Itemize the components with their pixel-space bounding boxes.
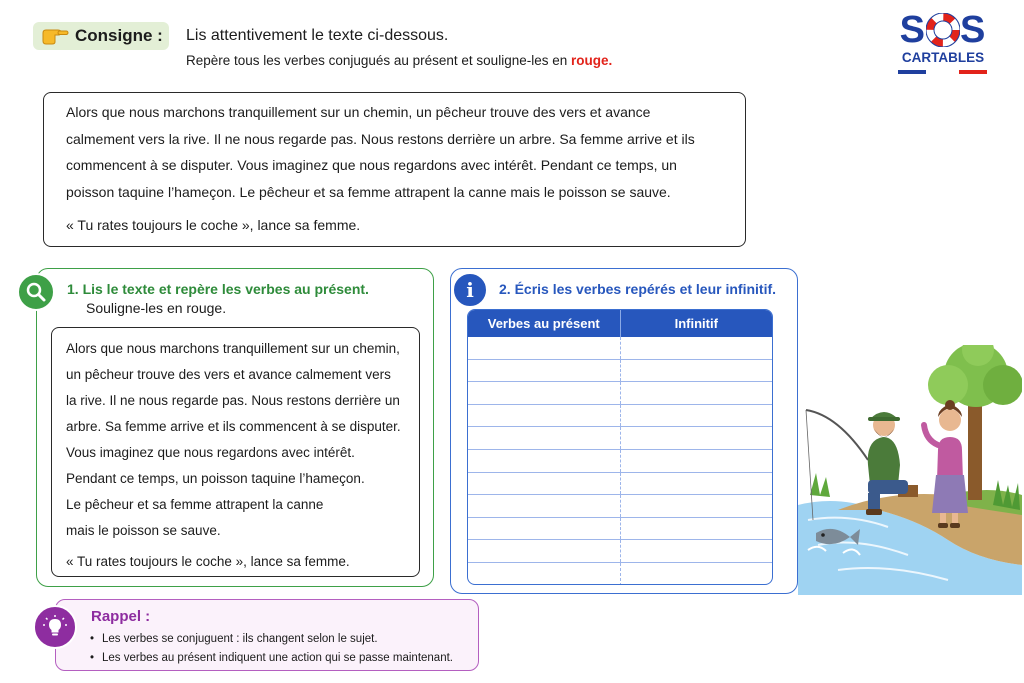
exercise-1-title: 1. Lis le texte et repère les verbes au présent.: [67, 281, 369, 297]
exercise-1-text-box: [51, 327, 420, 577]
rappel-list: [90, 630, 453, 668]
infinitive-cell[interactable]: [621, 450, 773, 472]
table-row: [468, 473, 772, 496]
rappel-item: • Les verbes au présent indiquent une action qui se passe maintenant.: [90, 649, 453, 668]
logo-flag-blue: [898, 70, 926, 74]
lightbulb-icon: [33, 605, 77, 649]
pointing-hand-icon: [41, 27, 69, 45]
instruction-line-1: Lis attentivement le texte ci-dessous.: [186, 27, 449, 44]
text-line: arbre. Sa femme arrive et ils commencent à se disputer.: [66, 419, 401, 434]
rappel-item: • Les verbes se conjuguent : ils changent selon le sujet.: [90, 630, 453, 649]
logo-flag-red: [959, 70, 987, 74]
verb-cell[interactable]: [468, 405, 621, 427]
text-line: un pêcheur trouve des vers et avance calmement vers: [66, 367, 391, 382]
text-line: Alors que nous marchons tranquillement sur un chemin,: [66, 341, 400, 356]
infinitive-cell[interactable]: [621, 518, 773, 540]
verb-cell[interactable]: [468, 337, 621, 359]
instruction-period: .: [608, 53, 613, 68]
exercise-1-subtitle: Souligne-les en rouge.: [86, 300, 227, 316]
verb-cell[interactable]: [468, 518, 621, 540]
fisherman-illustration: [798, 345, 1022, 595]
table-row: [468, 382, 772, 405]
magnifier-icon: [17, 273, 55, 311]
table-row: [468, 337, 772, 360]
table-row: [468, 518, 772, 541]
text-line: Le pêcheur et sa femme attrapent la canne: [66, 497, 324, 512]
column-header-verbs: Verbes au présent: [468, 310, 621, 337]
text-line: calmement vers la rive. Il ne nous regarde pas. Nous restons derrière un arbre. Sa femme arrive et ils: [66, 130, 695, 147]
infinitive-cell[interactable]: [621, 540, 773, 562]
verb-cell[interactable]: [468, 495, 621, 517]
consigne-label: Consigne :: [75, 26, 163, 45]
text-quote: « Tu rates toujours le coche », lance sa femme.: [66, 217, 361, 233]
verbs-table: [467, 309, 773, 585]
verb-cell[interactable]: [468, 473, 621, 495]
sos-cartables-logo: [893, 8, 993, 76]
text-line: poisson taquine l’hameçon. Le pêcheur et sa femme attrapent la canne mais le poisson se sauve.: [66, 183, 671, 200]
verb-cell[interactable]: [468, 360, 621, 382]
instruction-text: Repère tous les verbes conjugués au présent et souligne-les en: [186, 53, 571, 68]
infinitive-cell[interactable]: [621, 337, 773, 359]
instruction-line-2: [186, 53, 612, 68]
logo-cartables: CARTABLES: [901, 50, 985, 65]
infinitive-cell[interactable]: [621, 382, 773, 404]
logo-letter-s2: S: [960, 8, 987, 51]
info-icon: i: [452, 272, 488, 308]
instruction-red-word: rouge: [571, 53, 609, 68]
text-quote: « Tu rates toujours le coche », lance sa femme.: [66, 554, 350, 569]
table-row: [468, 563, 772, 585]
verb-cell[interactable]: [468, 450, 621, 472]
column-header-infinitive: Infinitif: [674, 316, 718, 331]
text-line: Alors que nous marchons tranquillement sur un chemin, un pêcheur trouve des vers et avance: [66, 104, 651, 120]
verb-cell[interactable]: [468, 382, 621, 404]
table-row: [468, 360, 772, 383]
verb-cell[interactable]: [468, 540, 621, 562]
verb-cell[interactable]: [468, 427, 621, 449]
infinitive-cell[interactable]: [621, 563, 773, 585]
text-line: la rive. Il ne nous regarde pas. Nous restons derrière un: [66, 393, 400, 408]
logo-letter-s1: S: [899, 8, 926, 51]
table-row: [468, 495, 772, 518]
text-line: Pendant ce temps, un poisson taquine l’hameçon.: [66, 471, 365, 486]
table-row: [468, 405, 772, 428]
rappel-title: Rappel :: [91, 608, 151, 625]
text-line: Vous imaginez que nous regardons avec intérêt.: [66, 445, 355, 460]
infinitive-cell[interactable]: [621, 360, 773, 382]
table-row: [468, 540, 772, 563]
infinitive-cell[interactable]: [621, 495, 773, 517]
table-row: [468, 450, 772, 473]
text-line: commencent à se disputer. Vous imaginez que nous regardons avec intérêt. Pendant ce temps, un: [66, 157, 677, 173]
infinitive-cell[interactable]: [621, 427, 773, 449]
main-text-box: [43, 92, 746, 247]
infinitive-cell[interactable]: [621, 473, 773, 495]
consigne-badge: [33, 22, 169, 50]
exercise-2-title: 2. Écris les verbes repérés et leur infinitif.: [499, 281, 777, 297]
verb-cell[interactable]: [468, 563, 621, 585]
lifebuoy-icon: [926, 13, 960, 47]
logo-sos: [893, 8, 993, 52]
table-row: [468, 427, 772, 450]
table-header: [468, 310, 772, 337]
table-body: [468, 337, 772, 585]
infinitive-cell[interactable]: [621, 405, 773, 427]
text-line: mais le poisson se sauve.: [66, 523, 221, 538]
